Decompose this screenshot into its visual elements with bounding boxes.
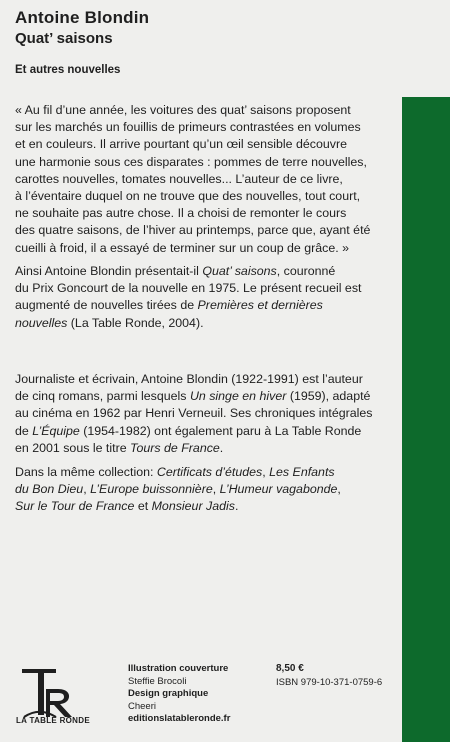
quote-paragraph	[15, 102, 401, 257]
text: ,	[212, 482, 220, 497]
bio-line: au cinéma en 1962 par Henri Verneuil. Ses chroniques intégrales	[15, 406, 373, 421]
credits	[128, 663, 230, 726]
italic-title: L’Humeur vagabonde	[219, 482, 338, 497]
text: ,	[337, 482, 341, 497]
collection-line	[15, 464, 401, 481]
book-title: Quat’ saisons	[15, 30, 113, 47]
text: , couronné	[276, 264, 336, 278]
book-subtitle: Et autres nouvelles	[15, 64, 121, 76]
italic-title: Tours de France	[130, 440, 220, 455]
italic-title: Quat’ saisons	[202, 264, 277, 278]
author-name: Antoine Blondin	[15, 8, 150, 27]
text: (La Table Ronde, 2004).	[67, 315, 204, 330]
design-credit-name: Cheeri	[128, 700, 156, 712]
intro-paragraph	[15, 263, 401, 332]
text: augmenté de nouvelles tirées de	[15, 298, 198, 313]
italic-title: Monsieur Jadis	[151, 499, 235, 514]
green-band	[402, 97, 450, 742]
text: ,	[262, 465, 270, 479]
bio-paragraph	[15, 371, 401, 457]
cover-credit-name: Steffie Brocoli	[128, 675, 187, 687]
text: Ainsi Antoine Blondin présentait-il	[15, 264, 203, 278]
intro-line	[15, 297, 401, 314]
quote-line: des quatre saisons, de l’hiver au printemps, parce que, ayant été	[15, 223, 371, 238]
bio-line	[15, 423, 401, 440]
quote-line: cueilli à froid, il a essayé de terminer sur un coup de grâce. »	[15, 240, 350, 255]
publisher-name: LA TABLE RONDE	[16, 716, 90, 725]
quote-line: ne souhaite pas autre chose. Il a choisi de remonter le cours	[15, 206, 347, 221]
price: 8,50 €	[276, 663, 304, 674]
text: Dans la même collection:	[15, 465, 157, 479]
quote-line: « Au fil d’une année, les voitures des quat’ saisons proposent	[15, 103, 351, 117]
italic-title: Un singe en hiver	[189, 389, 287, 404]
intro-line	[15, 315, 401, 332]
text: (1959), adapté	[286, 389, 371, 404]
bio-line	[15, 440, 401, 457]
quote-line: sur les marchés un fouillis de primeurs contrastées en volumes	[15, 120, 361, 135]
italic-title: Les Enfants	[269, 465, 335, 479]
collection-paragraph	[15, 464, 401, 516]
quote-line: carottes nouvelles, tomates nouvelles... L’auteur de ce livre,	[15, 171, 343, 186]
italic-title: Certificats d’études	[156, 465, 263, 479]
quote-line: à l’éventaire duquel on ne trouve que des nouvelles, tout court,	[15, 189, 361, 204]
intro-line	[15, 263, 401, 280]
text: .	[234, 499, 239, 514]
text: et	[134, 499, 152, 514]
text: ,	[83, 482, 91, 497]
italic-title: nouvelles	[15, 315, 68, 330]
design-credit-label: Design graphique	[128, 688, 209, 699]
isbn: ISBN 979-10-371-0759-6	[276, 677, 383, 688]
text: de	[15, 423, 33, 438]
text: (1954-1982) ont également paru à La Table Ronde	[79, 423, 362, 438]
text: .	[219, 440, 224, 455]
italic-title: L’Équipe	[32, 423, 80, 438]
italic-title: du Bon Dieu	[15, 482, 84, 497]
quote-line: une harmonie sous ces disparates : pommes de terre nouvelles,	[15, 154, 367, 169]
bio-line: Journaliste et écrivain, Antoine Blondin (1922-1991) est l’auteur	[15, 372, 363, 386]
text: de cinq romans, parmi lesquels	[15, 389, 190, 404]
italic-title: Sur le Tour de France	[15, 499, 135, 514]
quote-line: et en couleurs. Il arrive pourtant qu’un œil sensible découvre	[15, 137, 347, 152]
italic-title: L’Europe buissonnière	[90, 482, 213, 497]
cover-credit-label: Illustration couverture	[128, 663, 229, 674]
collection-line	[15, 498, 401, 515]
italic-title: Premières et dernières	[197, 298, 323, 313]
collection-line	[15, 481, 401, 498]
bio-line	[15, 388, 401, 405]
text: en 2001 sous le titre	[15, 440, 131, 455]
publisher-website: editionslatableronde.fr	[128, 713, 231, 724]
intro-line: du Prix Goncourt de la nouvelle en 1975. Le présent recueil est	[15, 281, 362, 296]
